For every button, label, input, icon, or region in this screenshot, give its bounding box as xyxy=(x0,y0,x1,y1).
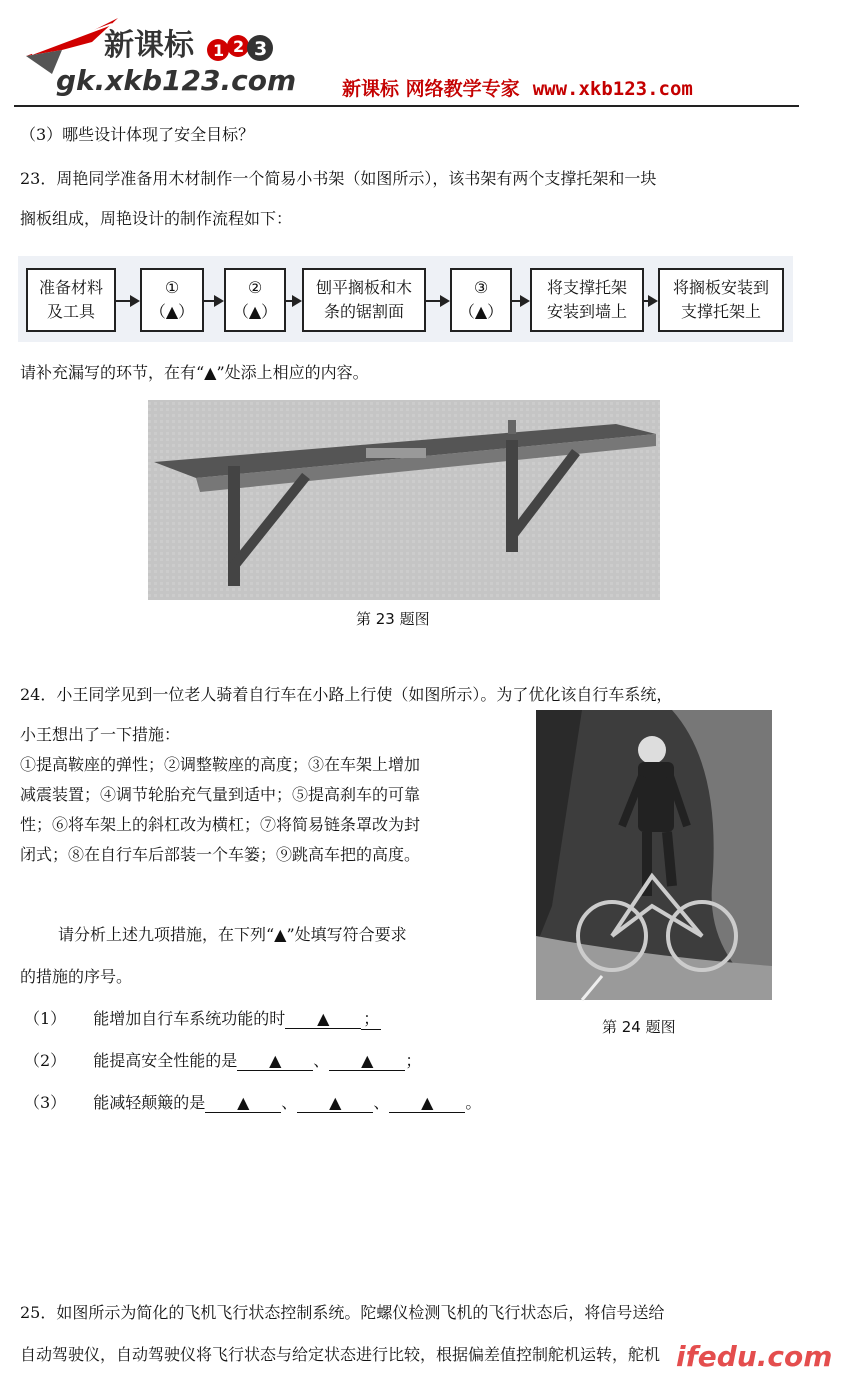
site-logo xyxy=(22,12,312,102)
flow-step-1-line1: 准备材料 xyxy=(38,278,103,297)
question-25-text-line2: 自动驾驶仪，自动驾驶仪将飞行状态与给定状态进行比较，根据偏差值控制舵机运转，舵机 xyxy=(20,1345,661,1364)
measure-line-3: 性；⑥将车架上的斜杠改为横杠；⑦将简易链条罩改为封 xyxy=(20,815,421,834)
item-3-end: 。 xyxy=(465,1093,482,1112)
item-3-blank-3[interactable]: ▲ xyxy=(389,1093,465,1113)
logo-url: gk.xkb123.com xyxy=(56,64,297,97)
item-3-blank-1[interactable]: ▲ xyxy=(205,1093,281,1113)
figure-23-caption: 第 23 题图 xyxy=(356,610,430,628)
item-2-end: ； xyxy=(405,1051,422,1070)
item-2-text: 能提高安全性能的是 xyxy=(93,1051,238,1070)
header-slogan xyxy=(342,74,693,101)
question-24-ask-line2: 的措施的序号。 xyxy=(20,967,133,986)
item-2-blank-2[interactable]: ▲ xyxy=(329,1051,405,1071)
watermark-logo xyxy=(676,1340,832,1373)
answer-item-3 xyxy=(24,1090,481,1113)
item-2-number: （2） xyxy=(24,1051,67,1070)
flow-step-3 xyxy=(224,268,286,332)
question-22-part3: （3）哪些设计体现了安全目标？ xyxy=(20,125,255,144)
bookshelf-illustration xyxy=(136,396,676,602)
slogan-text: 新课标 网络教学专家 xyxy=(342,78,520,100)
flow-step-5-line1: ③ xyxy=(473,278,489,297)
item-3-blank-2[interactable]: ▲ xyxy=(297,1093,373,1113)
header-divider xyxy=(14,105,799,107)
question-24-text-line2: 小王想出了一下措施： xyxy=(20,725,181,744)
flow-step-6-line2: 安装到墙上 xyxy=(546,302,627,321)
logo-text: 新课标 xyxy=(104,28,194,63)
item-3-text: 能减轻颠簸的是 xyxy=(93,1093,206,1112)
cyclist-illustration xyxy=(522,706,784,1006)
slogan-url: www.xkb123.com xyxy=(532,78,693,100)
question-23-text-line1: 23．周艳同学准备用木材制作一个简易小书架（如图所示），该书架有两个支撑托架和一块 xyxy=(20,169,657,188)
measure-line-2: 减震装置；④调节轮胎充气量到适中；⑤提高刹车的可靠 xyxy=(20,785,421,804)
flow-arrow-1 xyxy=(114,300,138,302)
item-2-blank-1[interactable]: ▲ xyxy=(237,1051,313,1071)
question-24-text-line1: 24．小王同学见到一位老人骑着自行车在小路上行使（如图所示）。为了优化该自行车系统， xyxy=(20,685,673,704)
flow-arrow-3 xyxy=(284,300,300,302)
item-2-sep-1: 、 xyxy=(313,1051,330,1070)
flow-step-4-line1: 刨平搁板和木 xyxy=(315,278,412,297)
item-3-number: （3） xyxy=(24,1093,67,1112)
flow-step-4 xyxy=(302,268,426,332)
flow-arrow-6 xyxy=(642,300,656,302)
watermark-text: ifedu.com xyxy=(676,1340,833,1373)
flow-step-7-line1: 将搁板安装到 xyxy=(672,278,769,297)
question-25-text-line1: 25．如图所示为简化的飞机飞行状态控制系统。陀螺仪检测飞机的飞行状态后，将信号送给 xyxy=(20,1303,665,1322)
bicycle-photo xyxy=(522,706,784,1038)
flow-step-2 xyxy=(140,268,204,332)
flow-step-3-line1: ② xyxy=(247,278,263,297)
logo-123-icon xyxy=(202,26,282,66)
flow-step-4-line2: 条的锯割面 xyxy=(323,302,404,321)
process-flowchart xyxy=(18,256,793,342)
question-23-instruction: 请补充漏写的环节，在有“▲”处添上相应的内容。 xyxy=(20,363,369,382)
flow-step-2-line2: （▲） xyxy=(149,302,195,321)
svg-text:3: 3 xyxy=(254,38,268,60)
flow-step-2-line1: ① xyxy=(164,278,180,297)
flow-step-5-line2: （▲） xyxy=(458,302,504,321)
flow-arrow-4 xyxy=(424,300,448,302)
answer-item-1 xyxy=(24,1006,381,1030)
flow-step-3-line2: （▲） xyxy=(232,302,278,321)
flow-step-7-line2: 支撑托架上 xyxy=(680,302,761,321)
flow-arrow-5 xyxy=(510,300,528,302)
item-1-text: 能增加自行车系统功能的时 xyxy=(93,1009,286,1028)
measure-line-4: 闭式；⑧在自行车后部装一个车篓；⑨跳高车把的高度。 xyxy=(20,845,421,864)
item-1-blank-1[interactable]: ▲ xyxy=(285,1009,361,1029)
question-23-text-line2: 搁板组成，周艳设计的制作流程如下： xyxy=(20,209,293,228)
svg-text:2: 2 xyxy=(233,37,245,56)
flow-step-1-line2: 及工具 xyxy=(46,302,95,321)
flow-arrow-2 xyxy=(202,300,222,302)
item-1-end: ； xyxy=(361,1006,381,1030)
question-24-ask-line1: 请分析上述九项措施，在下列“▲”处填写符合要求 xyxy=(58,925,407,944)
svg-text:1: 1 xyxy=(213,41,225,60)
flow-step-7 xyxy=(658,268,784,332)
item-3-sep-1: 、 xyxy=(281,1093,298,1112)
flow-step-1 xyxy=(26,268,116,332)
flow-step-6 xyxy=(530,268,644,332)
item-1-number: （1） xyxy=(24,1009,67,1028)
item-3-sep-2: 、 xyxy=(373,1093,390,1112)
flow-step-6-line1: 将支撑托架 xyxy=(546,278,627,297)
answer-item-2 xyxy=(24,1048,421,1071)
measure-line-1: ①提高鞍座的弹性；②调整鞍座的高度；③在车架上增加 xyxy=(20,755,421,774)
flow-step-5 xyxy=(450,268,512,332)
figure-24-caption: 第 24 题图 xyxy=(602,1018,676,1036)
bookshelf-photo xyxy=(136,396,676,634)
